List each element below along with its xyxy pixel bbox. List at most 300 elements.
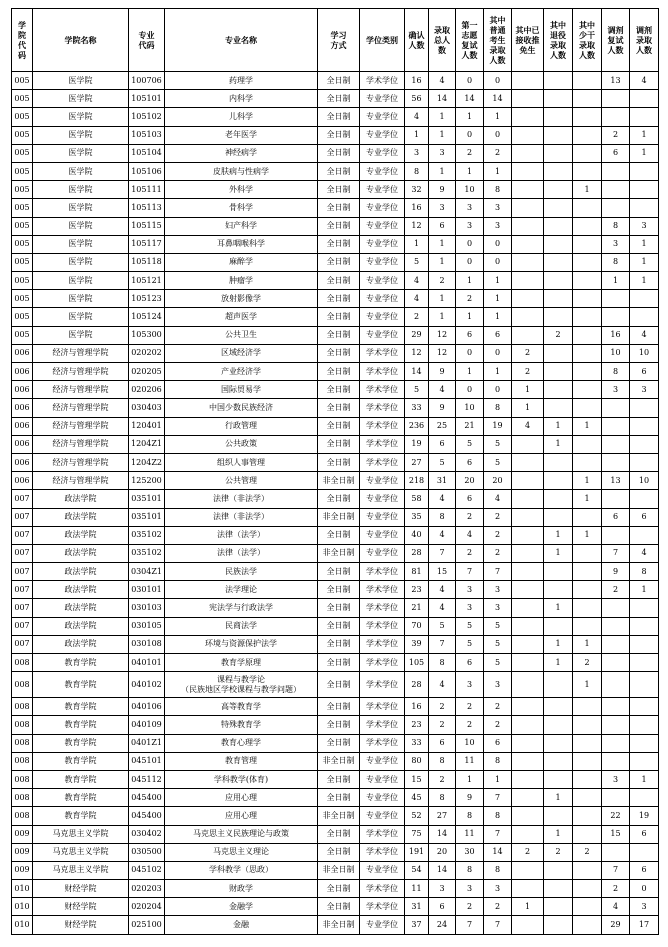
cell-exempt [512,861,544,879]
cell-college-name: 医学院 [33,126,129,144]
table-row [12,752,659,770]
header-minority: 其中少干录取人数 [573,9,602,72]
cell-exempt [512,326,544,344]
cell-exempt [512,698,544,716]
cell-general-admitted: 0 [484,72,512,90]
cell-exempt [512,770,544,788]
table-row [12,490,659,508]
cell-major-name: 民商法学 [165,617,318,635]
cell-confirmed: 5 [405,381,429,399]
cell-study-mode: 全日制 [318,825,360,843]
cell-study-mode: 全日制 [318,599,360,617]
cell-adjust-admit: 0 [630,880,659,898]
cell-confirmed: 81 [405,563,429,581]
cell-study-mode: 全日制 [318,90,360,108]
cell-general-admitted: 1 [484,308,512,326]
cell-college-code: 009 [12,825,33,843]
cell-degree-type: 学术学位 [360,716,405,734]
cell-adjust-admit [630,417,659,435]
cell-confirmed: 21 [405,599,429,617]
cell-college-code: 008 [12,770,33,788]
cell-exempt [512,716,544,734]
table-row [12,235,659,253]
cell-degree-type: 专业学位 [360,235,405,253]
cell-major-code: 105121 [129,272,165,290]
cell-veteran [544,108,573,126]
cell-admitted-total: 4 [429,581,456,599]
cell-degree-type: 学术学位 [360,843,405,861]
cell-first-choice: 1 [456,363,484,381]
cell-exempt [512,290,544,308]
cell-adjust-admit: 17 [630,916,659,934]
header-study-mode: 学习方式 [318,9,360,72]
table-row [12,734,659,752]
cell-confirmed: 1 [405,126,429,144]
table-row [12,381,659,399]
cell-confirmed: 29 [405,326,429,344]
header-college-code: 学院代码 [12,9,33,72]
cell-major-name: 皮肤病与性病学 [165,162,318,180]
cell-minority [573,72,602,90]
cell-admitted-total: 6 [429,217,456,235]
cell-exempt [512,635,544,653]
cell-minority [573,916,602,934]
cell-degree-type: 专业学位 [360,807,405,825]
cell-study-mode: 全日制 [318,526,360,544]
cell-adjust-retest [602,789,630,807]
header-row [12,9,659,72]
cell-adjust-retest [602,672,630,698]
cell-major-code: 105117 [129,235,165,253]
cell-exempt [512,472,544,490]
cell-major-name: 公共政策 [165,435,318,453]
cell-study-mode: 全日制 [318,399,360,417]
cell-general-admitted: 2 [484,144,512,162]
cell-study-mode: 全日制 [318,217,360,235]
cell-major-code: 025100 [129,916,165,934]
cell-college-code: 008 [12,716,33,734]
cell-first-choice: 2 [456,508,484,526]
cell-exempt [512,90,544,108]
cell-study-mode: 全日制 [318,253,360,271]
cell-college-name: 政法学院 [33,490,129,508]
cell-confirmed: 52 [405,807,429,825]
cell-major-name: 区域经济学 [165,344,318,362]
cell-major-code: 035102 [129,544,165,562]
cell-first-choice: 2 [456,698,484,716]
cell-minority: 1 [573,490,602,508]
cell-adjust-retest [602,162,630,180]
cell-first-choice: 10 [456,734,484,752]
cell-confirmed: 4 [405,290,429,308]
cell-minority [573,698,602,716]
cell-general-admitted: 1 [484,272,512,290]
cell-veteran [544,235,573,253]
cell-adjust-admit [630,752,659,770]
cell-study-mode: 全日制 [318,716,360,734]
cell-degree-type: 专业学位 [360,90,405,108]
cell-study-mode: 非全日制 [318,752,360,770]
table-row [12,108,659,126]
cell-degree-type: 学术学位 [360,635,405,653]
cell-college-name: 经济与管理学院 [33,381,129,399]
cell-major-name: 教育管理 [165,752,318,770]
cell-study-mode: 全日制 [318,789,360,807]
cell-major-name: 药理学 [165,72,318,90]
cell-first-choice: 1 [456,770,484,788]
cell-exempt [512,453,544,471]
cell-major-code: 020202 [129,344,165,362]
cell-admitted-total: 1 [429,126,456,144]
cell-minority [573,399,602,417]
cell-adjust-retest [602,599,630,617]
cell-adjust-retest: 6 [602,508,630,526]
cell-confirmed: 23 [405,716,429,734]
cell-admitted-total: 2 [429,272,456,290]
cell-first-choice: 7 [456,563,484,581]
cell-exempt: 2 [512,344,544,362]
cell-adjust-retest: 22 [602,807,630,825]
cell-adjust-retest [602,90,630,108]
table-row [12,526,659,544]
cell-veteran [544,472,573,490]
cell-exempt [512,880,544,898]
cell-degree-type: 专业学位 [360,199,405,217]
cell-admitted-total: 7 [429,544,456,562]
cell-veteran [544,716,573,734]
cell-degree-type: 专业学位 [360,326,405,344]
cell-study-mode: 全日制 [318,417,360,435]
cell-first-choice: 5 [456,635,484,653]
cell-adjust-admit [630,490,659,508]
cell-first-choice: 6 [456,654,484,672]
cell-general-admitted: 3 [484,672,512,698]
cell-admitted-total: 25 [429,417,456,435]
cell-exempt [512,807,544,825]
cell-adjust-retest [602,199,630,217]
table-row [12,617,659,635]
cell-adjust-retest [602,453,630,471]
cell-degree-type: 学术学位 [360,417,405,435]
cell-admitted-total: 3 [429,199,456,217]
cell-adjust-retest: 13 [602,472,630,490]
cell-college-name: 医学院 [33,72,129,90]
cell-first-choice: 3 [456,199,484,217]
cell-first-choice: 10 [456,399,484,417]
cell-general-admitted: 1 [484,290,512,308]
cell-first-choice: 1 [456,108,484,126]
cell-first-choice: 0 [456,72,484,90]
cell-college-name: 政法学院 [33,508,129,526]
cell-general-admitted: 3 [484,599,512,617]
cell-veteran [544,144,573,162]
cell-degree-type: 专业学位 [360,770,405,788]
cell-adjust-admit [630,635,659,653]
cell-adjust-admit: 6 [630,825,659,843]
cell-veteran [544,181,573,199]
cell-adjust-retest: 2 [602,880,630,898]
cell-exempt [512,162,544,180]
cell-college-name: 经济与管理学院 [33,363,129,381]
cell-degree-type: 学术学位 [360,617,405,635]
table-body [12,72,659,935]
cell-college-code: 005 [12,235,33,253]
cell-minority [573,344,602,362]
cell-major-name: 高等教育学 [165,698,318,716]
cell-general-admitted: 14 [484,90,512,108]
cell-general-admitted: 1 [484,108,512,126]
cell-veteran [544,72,573,90]
cell-veteran [544,344,573,362]
cell-major-name: 法律（法学） [165,526,318,544]
cell-adjust-admit [630,308,659,326]
cell-major-code: 100706 [129,72,165,90]
table-row [12,90,659,108]
cell-minority [573,617,602,635]
cell-minority: 1 [573,635,602,653]
cell-veteran: 1 [544,544,573,562]
cell-major-code: 045102 [129,861,165,879]
cell-adjust-admit [630,290,659,308]
cell-college-name: 经济与管理学院 [33,453,129,471]
cell-college-code: 007 [12,544,33,562]
cell-college-name: 教育学院 [33,752,129,770]
cell-exempt [512,508,544,526]
cell-adjust-retest: 2 [602,126,630,144]
cell-college-code: 007 [12,617,33,635]
cell-major-code: 105104 [129,144,165,162]
cell-confirmed: 191 [405,843,429,861]
cell-college-code: 005 [12,162,33,180]
cell-adjust-retest: 29 [602,916,630,934]
cell-college-code: 009 [12,861,33,879]
cell-college-code: 006 [12,435,33,453]
cell-degree-type: 学术学位 [360,654,405,672]
cell-major-name: 金融学 [165,898,318,916]
cell-exempt: 1 [512,381,544,399]
cell-adjust-retest [602,716,630,734]
cell-college-name: 政法学院 [33,617,129,635]
cell-college-name: 政法学院 [33,563,129,581]
cell-major-name: 产业经济学 [165,363,318,381]
table-row [12,290,659,308]
cell-general-admitted: 0 [484,235,512,253]
cell-veteran [544,162,573,180]
table-row [12,654,659,672]
cell-college-name: 医学院 [33,108,129,126]
cell-major-name: 学科教学(体育) [165,770,318,788]
cell-admitted-total: 4 [429,490,456,508]
cell-exempt [512,672,544,698]
cell-major-name: 法学理论 [165,581,318,599]
cell-major-name: 内科学 [165,90,318,108]
cell-minority: 1 [573,181,602,199]
cell-major-name: 法律（非法学） [165,490,318,508]
cell-confirmed: 35 [405,508,429,526]
cell-degree-type: 专业学位 [360,162,405,180]
cell-major-name: 外科学 [165,181,318,199]
cell-college-name: 医学院 [33,181,129,199]
cell-adjust-retest: 16 [602,326,630,344]
cell-first-choice: 8 [456,807,484,825]
cell-general-admitted: 3 [484,880,512,898]
cell-minority: 1 [573,417,602,435]
table-row [12,217,659,235]
cell-admitted-total: 1 [429,108,456,126]
cell-major-name: 马克思主义理论 [165,843,318,861]
table-row [12,880,659,898]
cell-admitted-total: 15 [429,563,456,581]
cell-minority [573,363,602,381]
cell-college-name: 教育学院 [33,672,129,698]
cell-college-name: 教育学院 [33,807,129,825]
cell-major-name: 特殊教育学 [165,716,318,734]
cell-college-code: 006 [12,472,33,490]
cell-college-code: 005 [12,326,33,344]
cell-general-admitted: 5 [484,453,512,471]
cell-study-mode: 全日制 [318,563,360,581]
cell-confirmed: 12 [405,344,429,362]
cell-major-code: 105115 [129,217,165,235]
cell-major-code: 030105 [129,617,165,635]
cell-degree-type: 专业学位 [360,861,405,879]
cell-adjust-retest: 8 [602,217,630,235]
cell-admitted-total: 3 [429,880,456,898]
cell-general-admitted: 5 [484,654,512,672]
cell-general-admitted: 3 [484,581,512,599]
cell-adjust-admit [630,599,659,617]
cell-adjust-retest: 4 [602,898,630,916]
cell-college-name: 政法学院 [33,635,129,653]
cell-college-name: 政法学院 [33,544,129,562]
cell-major-name: 神经病学 [165,144,318,162]
cell-adjust-admit: 3 [630,217,659,235]
cell-confirmed: 236 [405,417,429,435]
cell-college-code: 005 [12,181,33,199]
cell-study-mode: 全日制 [318,617,360,635]
cell-confirmed: 15 [405,770,429,788]
cell-adjust-admit [630,90,659,108]
cell-college-name: 财经学院 [33,916,129,934]
cell-major-code: 105123 [129,290,165,308]
cell-admitted-total: 4 [429,72,456,90]
cell-college-name: 医学院 [33,253,129,271]
cell-college-name: 教育学院 [33,789,129,807]
table-row [12,843,659,861]
cell-exempt [512,253,544,271]
cell-admitted-total: 9 [429,181,456,199]
cell-confirmed: 4 [405,108,429,126]
cell-major-name: 法律（非法学） [165,508,318,526]
cell-minority [573,898,602,916]
cell-adjust-retest [602,308,630,326]
cell-general-admitted: 3 [484,217,512,235]
cell-veteran [544,861,573,879]
cell-degree-type: 专业学位 [360,544,405,562]
table-row [12,916,659,934]
cell-confirmed: 70 [405,617,429,635]
cell-adjust-retest: 2 [602,581,630,599]
cell-general-admitted: 8 [484,752,512,770]
cell-veteran: 1 [544,654,573,672]
cell-major-name: 放射影像学 [165,290,318,308]
cell-college-name: 医学院 [33,272,129,290]
cell-study-mode: 非全日制 [318,544,360,562]
cell-degree-type: 专业学位 [360,526,405,544]
cell-study-mode: 全日制 [318,363,360,381]
cell-admitted-total: 4 [429,526,456,544]
cell-minority: 2 [573,654,602,672]
cell-exempt [512,563,544,581]
cell-minority: 1 [573,472,602,490]
cell-veteran [544,363,573,381]
cell-veteran [544,898,573,916]
cell-college-name: 财经学院 [33,880,129,898]
cell-veteran: 2 [544,326,573,344]
cell-study-mode: 全日制 [318,144,360,162]
cell-adjust-admit: 3 [630,381,659,399]
cell-first-choice: 2 [456,144,484,162]
cell-admitted-total: 12 [429,326,456,344]
cell-adjust-retest [602,752,630,770]
cell-study-mode: 全日制 [318,181,360,199]
cell-adjust-admit [630,526,659,544]
cell-college-code: 007 [12,508,33,526]
cell-study-mode: 全日制 [318,698,360,716]
cell-exempt: 1 [512,399,544,417]
cell-adjust-admit [630,654,659,672]
cell-exempt [512,126,544,144]
cell-college-code: 008 [12,734,33,752]
cell-admitted-total: 4 [429,672,456,698]
cell-minority [573,716,602,734]
cell-study-mode: 全日制 [318,126,360,144]
cell-adjust-admit [630,716,659,734]
cell-first-choice: 5 [456,617,484,635]
cell-adjust-retest [602,435,630,453]
cell-veteran [544,617,573,635]
cell-veteran [544,807,573,825]
cell-college-name: 医学院 [33,162,129,180]
cell-major-code: 030403 [129,399,165,417]
cell-degree-type: 专业学位 [360,789,405,807]
cell-college-name: 教育学院 [33,770,129,788]
table-row [12,126,659,144]
cell-college-name: 政法学院 [33,599,129,617]
cell-major-code: 1204Z1 [129,435,165,453]
cell-veteran [544,880,573,898]
cell-adjust-admit: 4 [630,544,659,562]
cell-major-code: 020203 [129,880,165,898]
table-row [12,544,659,562]
cell-exempt [512,235,544,253]
cell-first-choice: 2 [456,716,484,734]
cell-college-code: 007 [12,599,33,617]
cell-first-choice: 20 [456,472,484,490]
cell-minority [573,144,602,162]
table-row [12,861,659,879]
cell-confirmed: 16 [405,199,429,217]
cell-confirmed: 33 [405,734,429,752]
table-row [12,162,659,180]
cell-study-mode: 全日制 [318,435,360,453]
cell-exempt [512,181,544,199]
cell-first-choice: 30 [456,843,484,861]
cell-confirmed: 32 [405,181,429,199]
cell-adjust-admit: 1 [630,126,659,144]
cell-major-name: 课程与教学论 （民族地区学校课程与教学问题） [165,672,318,698]
cell-exempt [512,435,544,453]
